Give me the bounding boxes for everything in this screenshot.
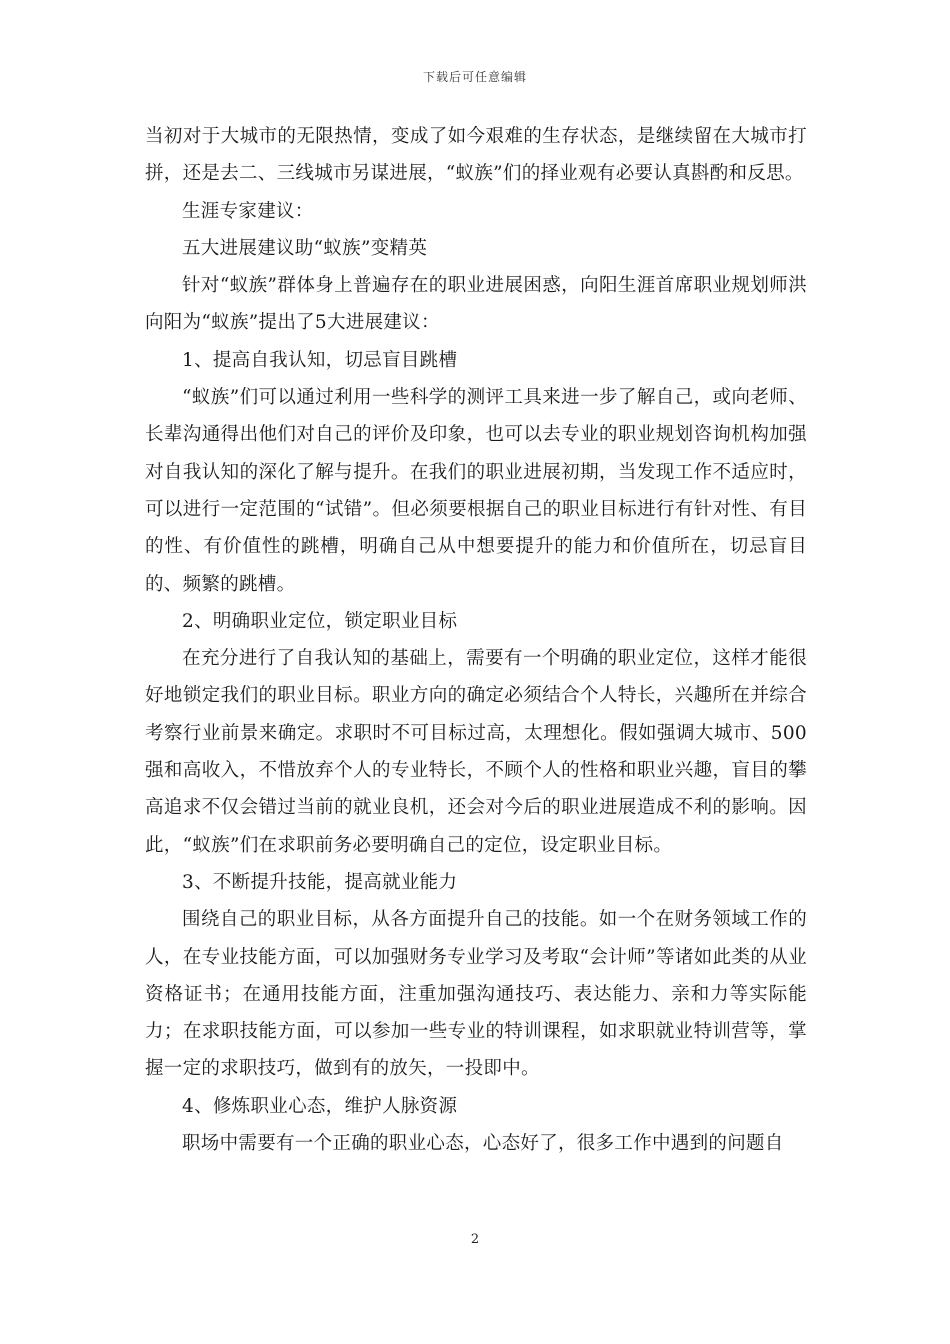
document-body [145, 118, 807, 1162]
page-number: 2 [470, 1232, 480, 1247]
heading-advice-2: 2、明确职业定位，锁定职业目标 [182, 610, 458, 632]
heading-advice-4: 4、修炼职业心态，维护人脉资源 [182, 1095, 458, 1117]
paragraph-advice-intro: 针对“蚁族”群体身上普遍存在的职业进展困惑，向阳生涯首席职业规划师洪向阳为“蚁族”提出了5大进展建议： [145, 275, 807, 334]
paragraph-section-title: 五大进展建议助“蚁族”变精英 [182, 237, 428, 259]
heading-advice-3: 3、不断提升技能，提高就业能力 [182, 871, 458, 893]
paragraph-advice-2-body: 在充分进行了自我认知的基础上，需要有一个明确的职业定位，这样才能很好地锁定我们的职业目标。职业方向的确定必须结合个人特长，兴趣所在并综合考察行业前景来确定。求职时不可目标过高，太理想化。假如强调大城市、500强和高收入，不惜放弃个人的专业特长，不顾个人的性格和职业兴趣，盲目的攀高追求不仅会错过当前的就业良机，还会对今后的职业进展造成不利的影响。因此，“蚁族”们在求职前务必要明确自己的定位，设定职业目标。 [145, 648, 807, 856]
paragraph-intro-continued: 当初对于大城市的无限热情，变成了如今艰难的生存状态，是继续留在大城市打拼，还是去二、三线城市另谋进展，“蚁族”们的择业观有必要认真斟酌和反思。 [145, 126, 807, 185]
paragraph-advice-1-body: “蚁族”们可以通过利用一些科学的测评工具来进一步了解自己，或向老师、长辈沟通得出他们对自己的评价及印象，也可以去专业的职业规划咨询机构加强对自我认知的深化了解与提升。在我们的职业进展初期，当发现工作不适应时，可以进行一定范围的“试错”。但必须要根据自己的职业目标进行有针对性、有目的性、有价值性的跳槽，明确自己从中想要提升的能力和价值所在，切忌盲目的、频繁的跳槽。 [145, 387, 807, 595]
heading-advice-1: 1、提高自我认知，切忌盲目跳槽 [182, 349, 458, 371]
paragraph-expert-advice-label: 生涯专家建议： [182, 200, 314, 222]
page-header: 下载后可任意编辑 [422, 70, 527, 84]
paragraph-advice-4-body: 职场中需要有一个正确的职业心态，心态好了，很多工作中遇到的问题自 [182, 1133, 784, 1155]
paragraph-advice-3-body: 围绕自己的职业目标，从各方面提升自己的技能。如一个在财务领域工作的人，在专业技能方面，可以加强财务专业学习及考取“会计师”等诸如此类的从业资格证书；在通用技能方面，注重加强沟通技巧、表达能力、亲和力等实际能力；在求职技能方面，可以参加一些专业的特训课程，如求职就业特训营等，掌握一定的求职技巧，做到有的放矢，一投即中。 [145, 909, 807, 1080]
